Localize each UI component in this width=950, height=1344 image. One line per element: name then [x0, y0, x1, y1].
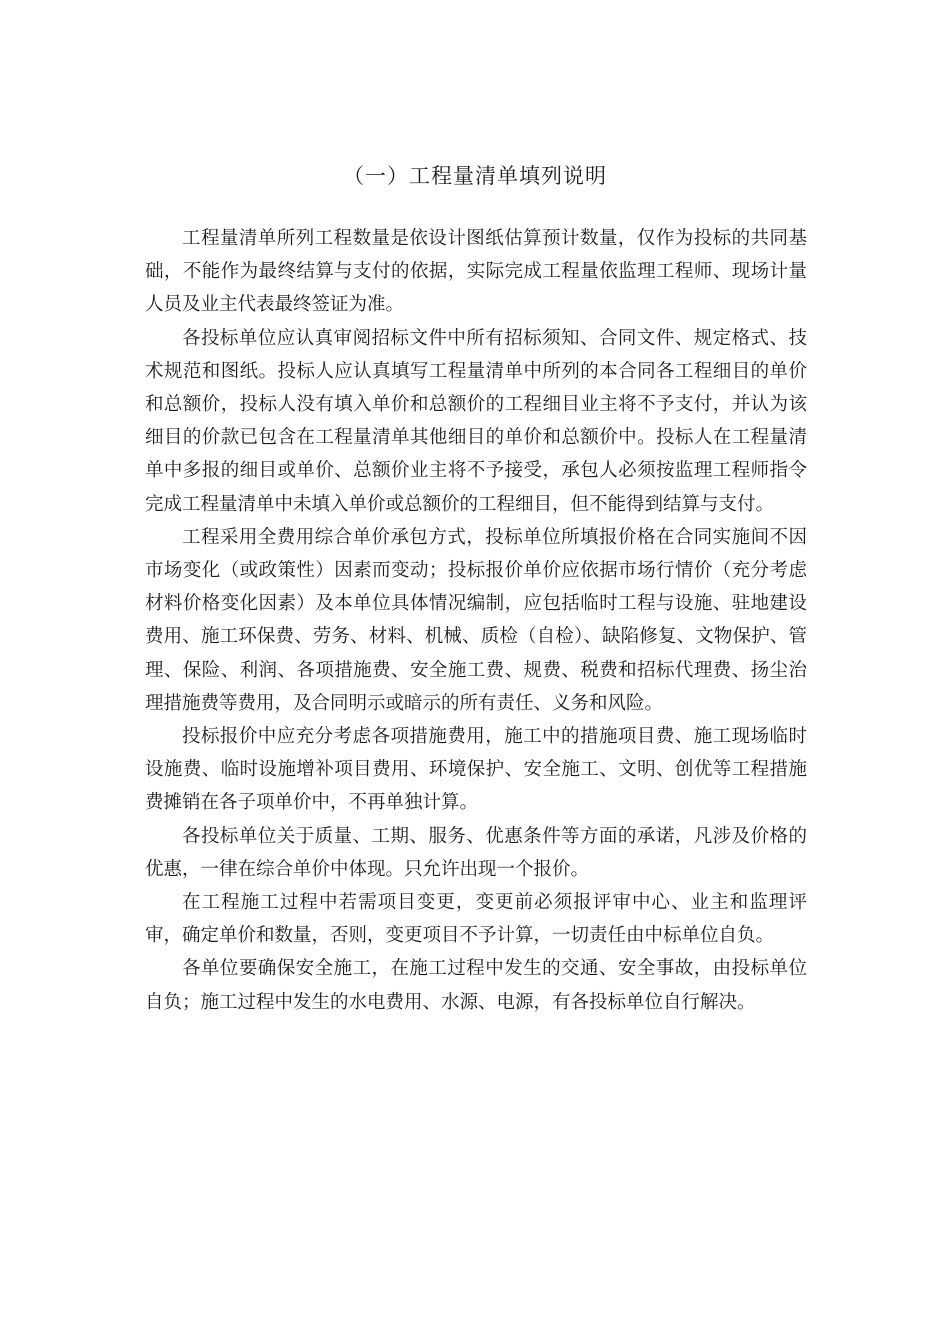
paragraph-pricing-method: 工程采用全费用综合单价承包方式，投标单位所填报价格在合同实施间不因市场变化（或政策性）因素而变动；投标报价单价应依据市场行情价（充分考虑材料价格变化因素）及本单位具体情况编制，应包括临时工程与设施、驻地建设费用、施工环保费、劳务、材料、机械、质检（自检）、缺陷修复、文物保护、管理、保险、利润、各项措施费、安全施工费、规费、税费和招标代理费、扬尘治理措施费等费用，及合同明示或暗示的所有责任、义务和风险。: [145, 526, 807, 714]
paragraph-quantity-basis: 工程量清单所列工程数量是依设计图纸估算预计数量，仅作为投标的共同基础，不能作为最终结算与支付的依据，实际完成工程量依监理工程师、现场计量人员及业主代表最终签证为准。: [145, 228, 807, 316]
paragraph-safety: 各单位要确保安全施工，在施工过程中发生的交通、安全事故，由投标单位自负；施工过程中发生的水电费用、水源、电源，有各投标单位自行解决。: [145, 958, 807, 1013]
paragraph-review-documents: 各投标单位应认真审阅招标文件中所有招标须知、合同文件、规定格式、技术规范和图纸。投标人应认真填写工程量清单中所列的本合同各工程细目的单价和总额价，投标人没有填入单价和总额价的工程细目业主将不予支付，并认为该细目的价款已包含在工程量清单其他细目的单价和总额价中。投标人在工程量清单中多报的细目或单价、总额价业主将不予接受，承包人必须按监理工程师指令完成工程量清单中未填入单价或总额价的工程细目，但不能得到结算与支付。: [145, 327, 807, 515]
paragraph-measure-costs: 投标报价中应充分考虑各项措施费用，施工中的措施项目费、施工现场临时设施费、临时设施增补项目费用、环境保护、安全施工、文明、创优等工程措施费摊销在各子项单价中，不再单独计算。: [145, 726, 807, 814]
paragraph-commitments: 各投标单位关于质量、工期、服务、优惠条件等方面的承诺，凡涉及价格的优惠，一律在综合单价中体现。只允许出现一个报价。: [145, 825, 807, 880]
section-title: （一）工程量清单填列说明: [343, 164, 607, 188]
paragraph-project-changes: 在工程施工过程中若需项目变更，变更前必须报评审中心、业主和监理评审，确定单价和数量，否则，变更项目不予计算，一切责任由中标单位自负。: [145, 892, 807, 947]
document-body: [145, 222, 807, 1019]
